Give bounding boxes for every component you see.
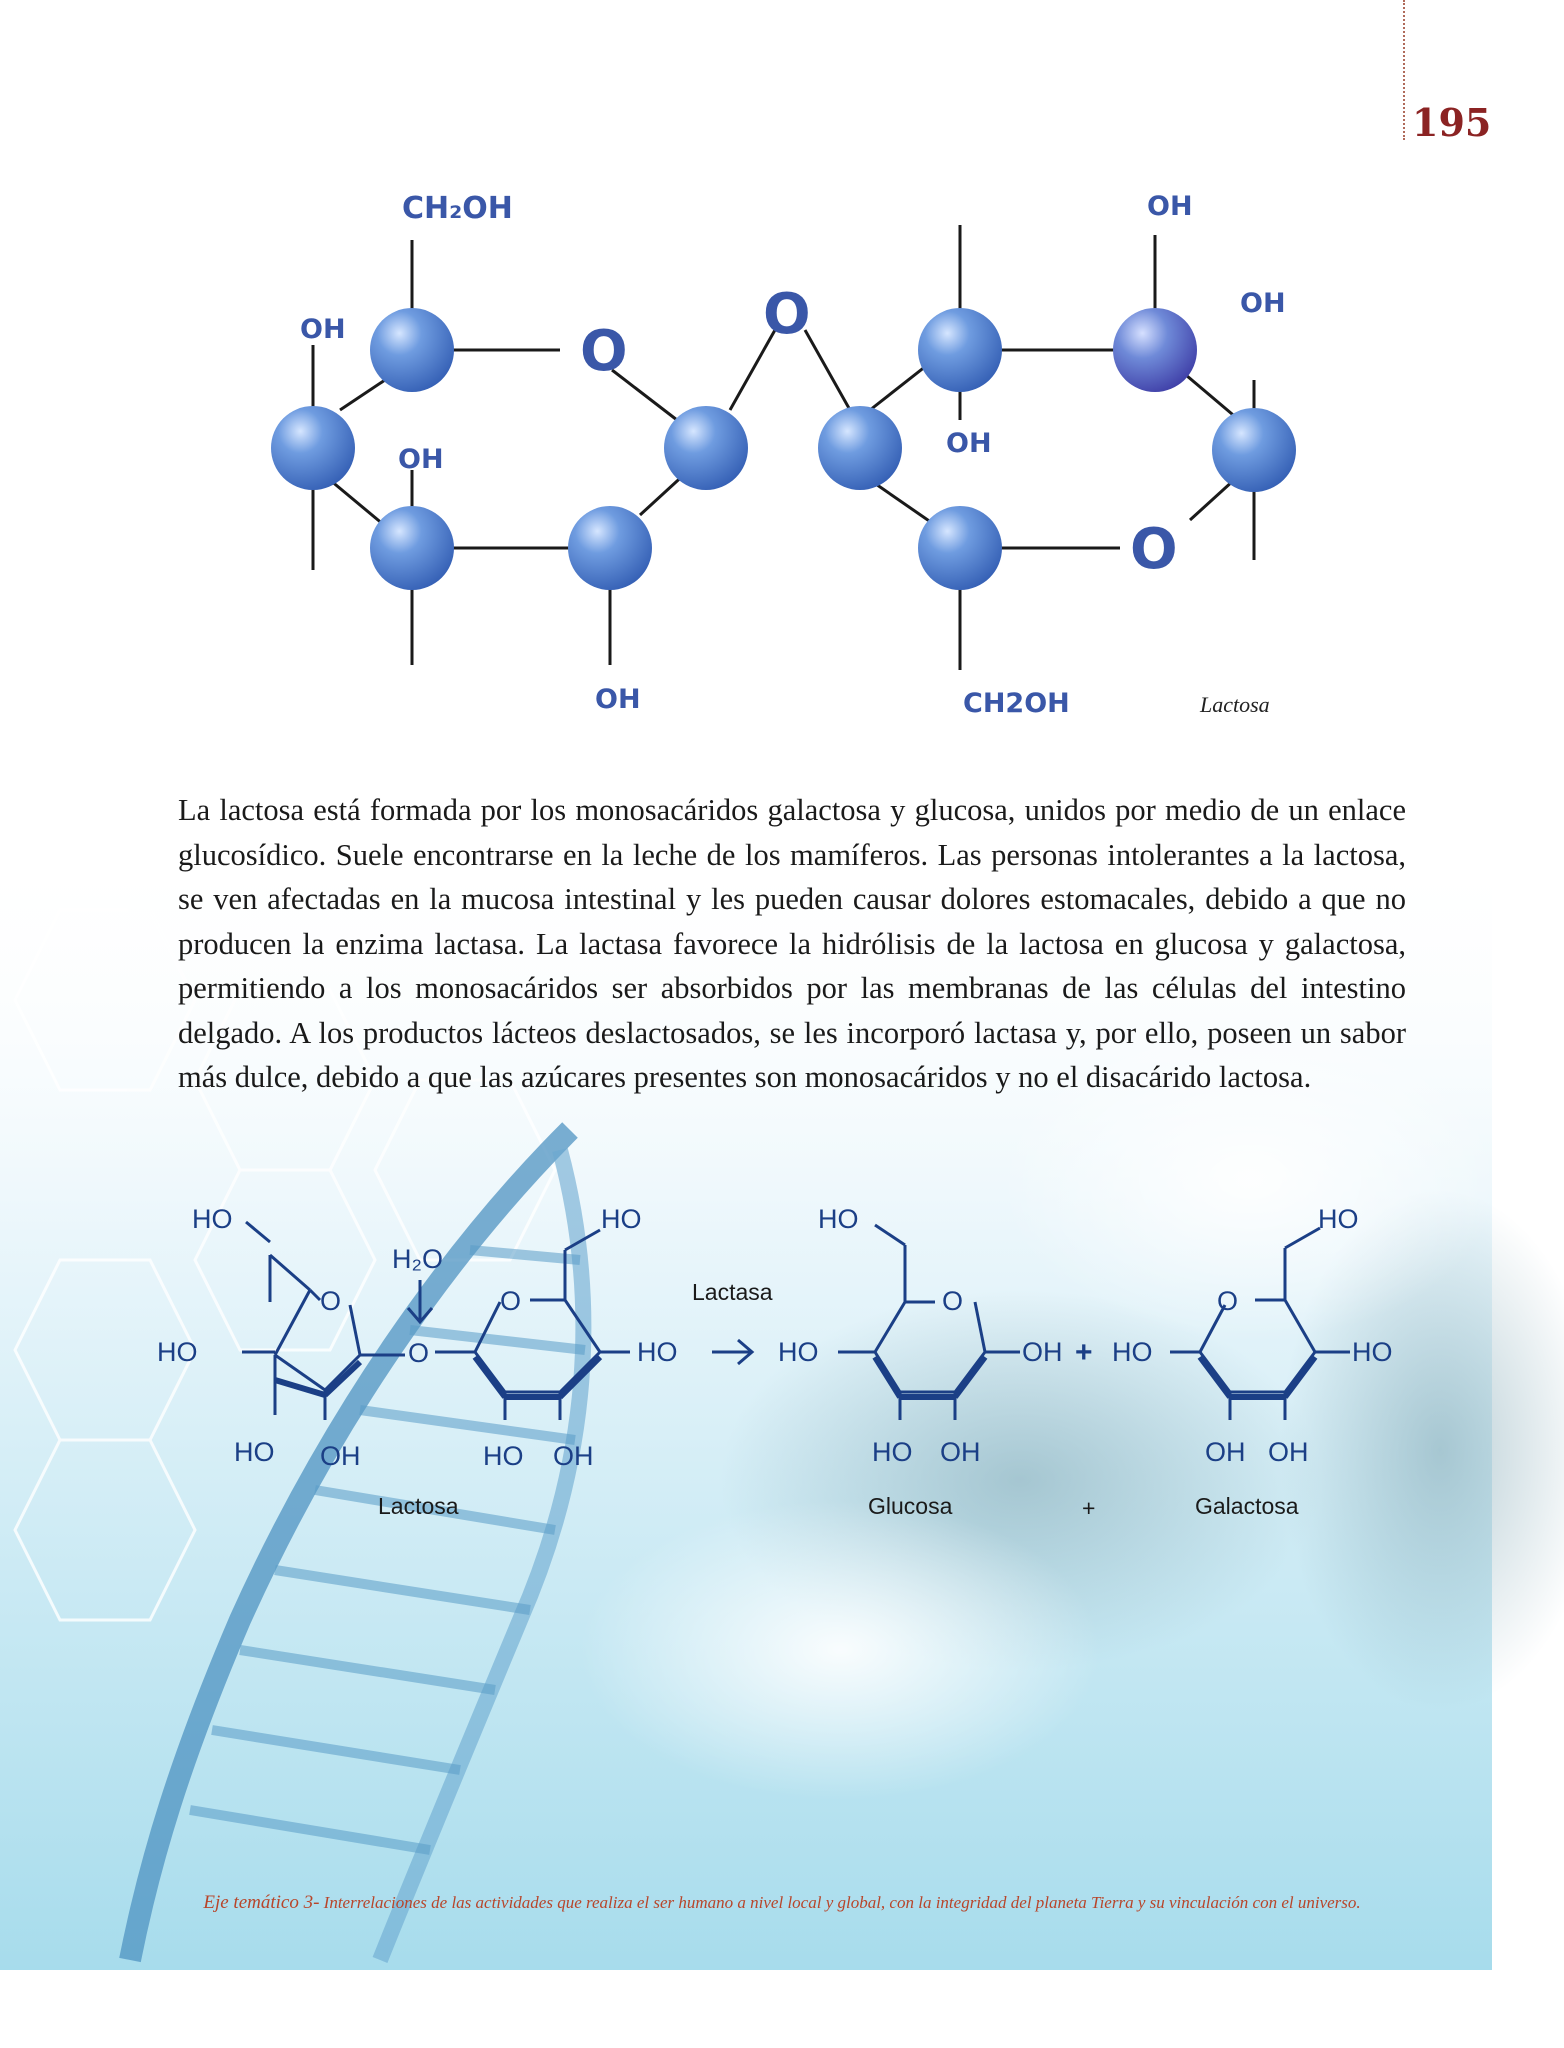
page-footer — [0, 1892, 1564, 1914]
label-oh-mid-right: OH — [946, 428, 992, 459]
lactose-label-ring-o2: O — [500, 1286, 522, 1316]
label-oh-bottom-left: OH — [595, 684, 641, 715]
label-ch2oh-top: CH₂OH — [402, 191, 513, 226]
lactose-name: Lactosa — [378, 1493, 459, 1519]
figure-caption: Lactosa — [1200, 692, 1270, 717]
footer-text: Interrelaciones de las actividades que realiza el ser humano a nivel local y global, con la integridad del planeta Tierra y su vinculación con el universo. — [323, 1893, 1361, 1912]
lactose-label-ho-bottom: HO — [234, 1437, 275, 1467]
lactose-label-oh-bottom: OH — [320, 1441, 361, 1471]
water-label: H₂O — [392, 1244, 443, 1274]
lactose-label-ho-top-right: HO — [601, 1204, 642, 1234]
label-oh-right: OH — [1240, 288, 1286, 319]
label-ch2oh-bottom: CH2OH — [963, 688, 1070, 719]
glucose-label-ho-left: HO — [778, 1337, 819, 1367]
reaction-plus: + — [1075, 1336, 1093, 1369]
page-number: 195 — [1412, 100, 1492, 145]
galactose-label-ho-top: HO — [1318, 1204, 1359, 1234]
label-ring-oxygen-left: O — [580, 319, 628, 384]
lactose-label-ring-o1: O — [320, 1286, 342, 1316]
glucose-label-oh-right: OH — [1022, 1337, 1063, 1367]
glucose-label-ho-top: HO — [818, 1204, 859, 1234]
glucose-label-oh-bottom: OH — [940, 1437, 981, 1467]
names-plus: + — [1082, 1495, 1096, 1521]
galactose-label-oh-bottom2: OH — [1268, 1437, 1309, 1467]
lactose-label-ho-right: HO — [637, 1337, 678, 1367]
footer-lead: Eje temático 3- — [203, 1892, 320, 1913]
galactose-name: Galactosa — [1195, 1493, 1299, 1519]
glucose-name: Glucosa — [868, 1493, 953, 1519]
lactose-label-bridge-o: O — [408, 1338, 430, 1368]
galactose-label-ring-o: O — [1217, 1286, 1239, 1316]
label-oh-top-right: OH — [1147, 191, 1193, 222]
body-paragraph: La lactosa está formada por los monosacáridos galactosa y glucosa, unidos por medio de un enlace glucosídico. Suele encontrarse en la leche de los mamíferos. Las personas intolerantes a la lactosa, se ven afectadas en la mucosa intestinal y les pueden causar dolores estomacales, debido a que no producen la enzima lactasa. La lactasa favorece la hidrólisis de la lactosa en glucosa y galactosa, permitiendo a los monosacáridos ser absorbidos por las membranas de las células del intestino delgado. A los productos lácteos deslactosados, se les incorporó lactasa y, por ello, poseen un sabor más dulce, debido a que las azúcares presentes son monosacáridos y no el disacárido lactosa. — [178, 793, 1406, 1094]
galactose-label-oh-bottom1: OH — [1205, 1437, 1246, 1467]
galactose-label-ho-left: HO — [1112, 1337, 1153, 1367]
lactose-label-ho-top-left: HO — [192, 1204, 233, 1234]
label-ring-oxygen-right: O — [1130, 517, 1178, 582]
enzyme-label: Lactasa — [692, 1279, 773, 1305]
glucose-label-ho-bottom: HO — [872, 1437, 913, 1467]
lactose-label-oh-bottom2: OH — [553, 1441, 594, 1471]
galactose-label-ho-right: HO — [1352, 1337, 1393, 1367]
label-bridge-oxygen: O — [763, 282, 811, 347]
lactose-label-ho-bottom2: HO — [483, 1441, 524, 1471]
label-oh-left: OH — [300, 314, 346, 345]
label-oh-inner: OH — [398, 444, 444, 475]
lactose-label-ho-left: HO — [157, 1337, 198, 1367]
glucose-label-ring-o: O — [942, 1286, 964, 1316]
